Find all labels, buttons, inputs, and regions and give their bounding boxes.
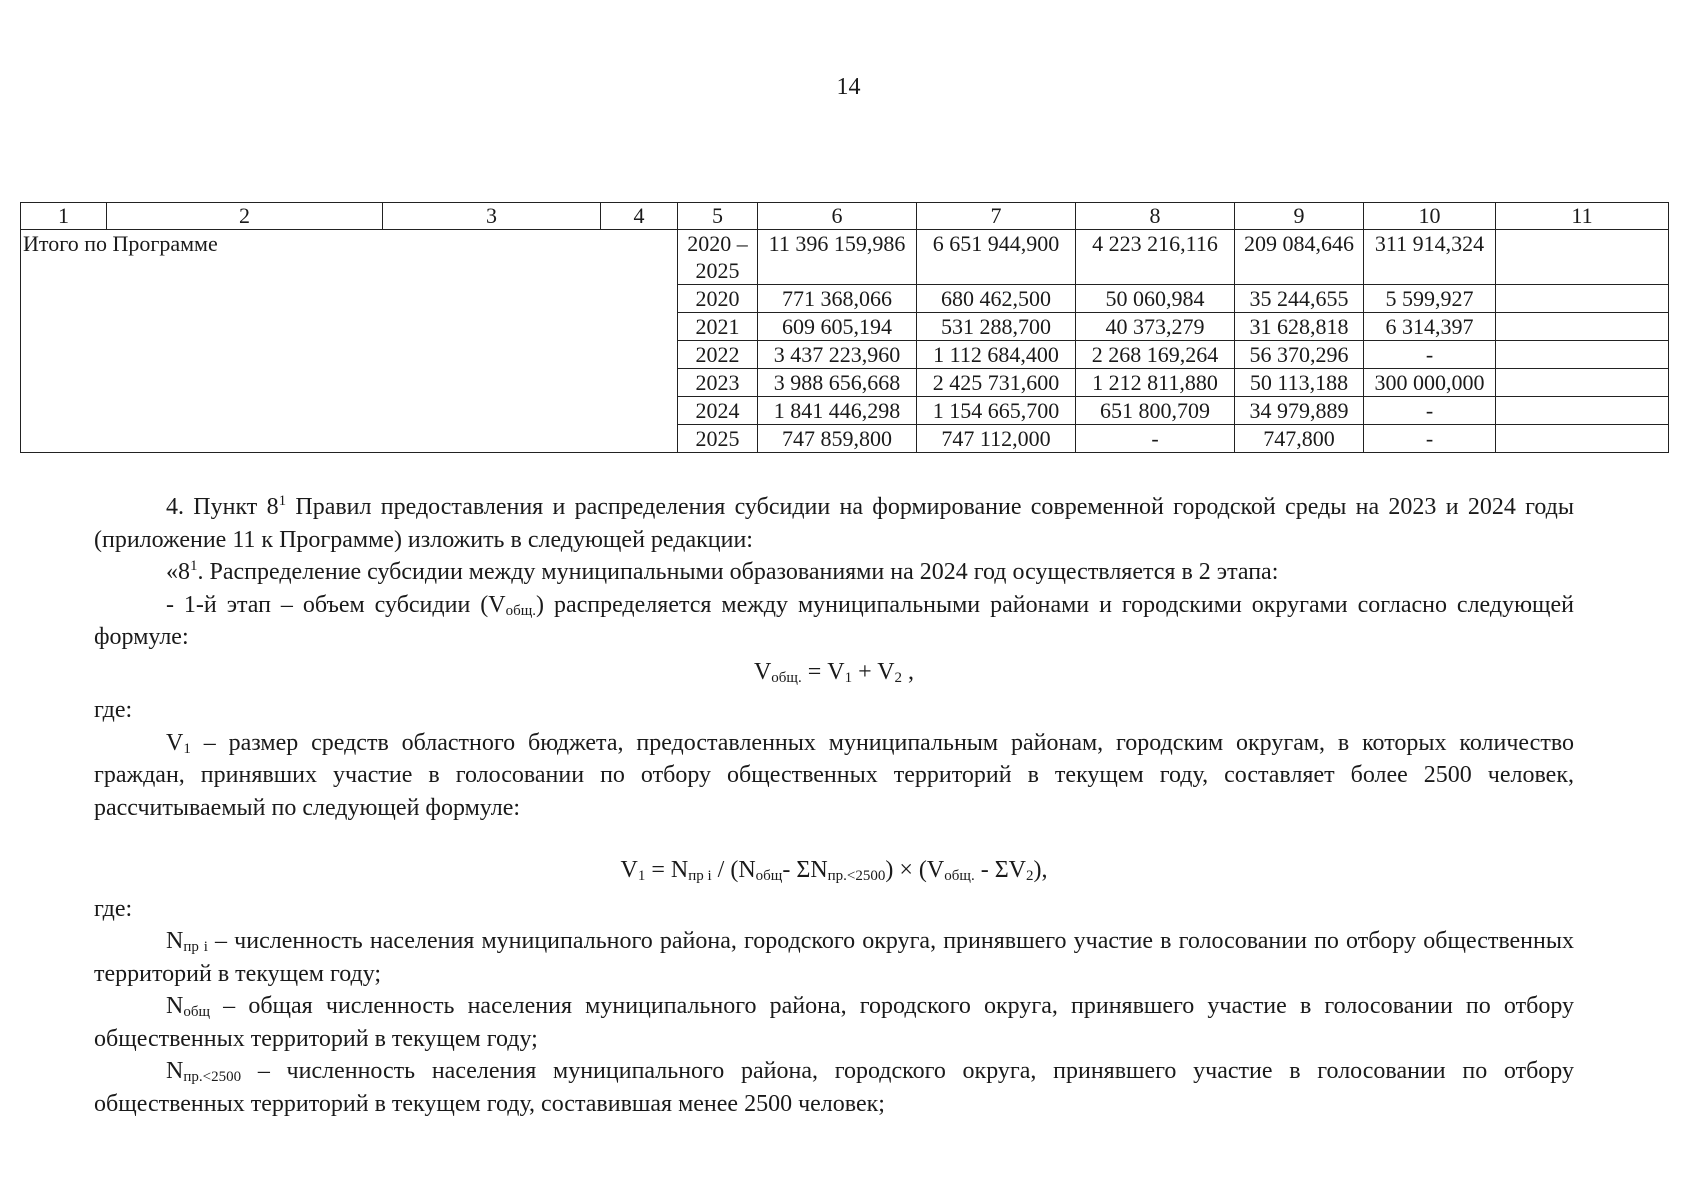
- value-cell: 651 800,709: [1076, 397, 1235, 425]
- value-cell: 747 859,800: [758, 425, 917, 453]
- value-cell: 609 605,194: [758, 313, 917, 341]
- value-cell: 35 244,655: [1235, 285, 1364, 313]
- value-cell: 747,800: [1235, 425, 1364, 453]
- value-cell: 31 628,818: [1235, 313, 1364, 341]
- value-cell: 531 288,700: [917, 313, 1076, 341]
- table-row: [21, 230, 1669, 285]
- value-cell: [1496, 369, 1669, 397]
- value-cell: 50 113,188: [1235, 369, 1364, 397]
- value-cell: 209 084,646: [1235, 230, 1364, 285]
- definition-nobsh: $N_{общ}$ – общая численность населения муниципального района, городского округа, принявшего участие в голосовании по отбору общественных территорий в текущем году;: [94, 993, 1574, 1052]
- value-cell: 3 988 656,668: [758, 369, 917, 397]
- value-cell: -: [1364, 425, 1496, 453]
- value-cell: 771 368,066: [758, 285, 917, 313]
- column-header: 9: [1235, 203, 1364, 230]
- value-cell: [1496, 313, 1669, 341]
- period-cell: 2022: [678, 341, 758, 369]
- period-cell: 2025: [678, 425, 758, 453]
- column-header: 3: [383, 203, 601, 230]
- value-cell: 1 212 811,880: [1076, 369, 1235, 397]
- period-cell: 2023: [678, 369, 758, 397]
- column-header: 7: [917, 203, 1076, 230]
- definition-npr-2500: $N_{пр.<2500}$ – численность населения муниципального района, городского округа, принявшего участие в голосовании по отбору общественных территорий в текущем году, составившая менее 2500 человек;: [94, 1058, 1574, 1117]
- value-cell: 1 112 684,400: [917, 341, 1076, 369]
- value-cell: [1496, 397, 1669, 425]
- period-cell: 2024: [678, 397, 758, 425]
- value-cell: 300 000,000: [1364, 369, 1496, 397]
- period-cell: 2020 – 2025: [678, 230, 758, 285]
- page-number: 14: [836, 74, 861, 100]
- value-cell: [1496, 230, 1669, 285]
- value-cell: -: [1364, 341, 1496, 369]
- value-cell: 6 651 944,900: [917, 230, 1076, 285]
- value-cell: [1496, 285, 1669, 313]
- value-cell: 311 914,324: [1364, 230, 1496, 285]
- value-cell: 1 154 665,700: [917, 397, 1076, 425]
- value-cell: 6 314,397: [1364, 313, 1496, 341]
- value-cell: 2 268 169,264: [1076, 341, 1235, 369]
- value-cell: 11 396 159,986: [758, 230, 917, 285]
- value-cell: [1496, 341, 1669, 369]
- where-label: где:: [94, 697, 133, 723]
- paragraph-v1-definition: $V_1$ – размер средств областного бюджета, предоставленных муниципальным районам, городским округам, в которых количество граждан, принявших участие в голосовании по отбору общественных территорий в текущем году, составляет более 2500 человек, рассчитываемый по следующей формуле:: [94, 729, 1574, 821]
- period-cell: 2021: [678, 313, 758, 341]
- column-header: 6: [758, 203, 917, 230]
- value-cell: 50 060,984: [1076, 285, 1235, 313]
- paragraph-stage-1: - 1-й этап – объем субсидии $(V_{общ.})$ распределяется между муниципальными районами и городскими округами согласно следующей формуле:: [94, 591, 1574, 650]
- value-cell: 1 841 446,298: [758, 397, 917, 425]
- value-cell: [1496, 425, 1669, 453]
- column-header: 1: [21, 203, 107, 230]
- value-cell: 4 223 216,116: [1076, 230, 1235, 285]
- period-cell: 2020: [678, 285, 758, 313]
- formula-v-total: $V_{общ.} = V_1 + V_2$ ,: [753, 658, 915, 686]
- value-cell: -: [1364, 397, 1496, 425]
- column-header: 2: [107, 203, 383, 230]
- column-header: 10: [1364, 203, 1496, 230]
- document-body: [94, 491, 1574, 1120]
- definition-npr-i: $N_{пр i}$ – численность населения муниципального района, городского округа, принявшего участие в голосовании по отбору общественных территорий в текущем году;: [94, 928, 1574, 987]
- column-header: 11: [1496, 203, 1669, 230]
- column-header: 5: [678, 203, 758, 230]
- formula-v1: $V_1 = N_{пр i} / (N_{общ}-$ $\Sigma N_{пр.<2500}) \times (V_{общ.} - \Sigma V_2)$,: [620, 857, 1048, 884]
- paragraph-amendment: 4. Пункт $8^1$ Правил предоставления и распределения субсидии на формирование современной городской среды на 2023 и 2024 годы (приложение 11 к Программе) изложить в следующей редакции:: [94, 493, 1574, 553]
- column-header: 8: [1076, 203, 1235, 230]
- value-cell: 680 462,500: [917, 285, 1076, 313]
- value-cell: 56 370,296: [1235, 341, 1364, 369]
- table-header-row: [21, 203, 1669, 230]
- where-label: где:: [94, 895, 133, 922]
- value-cell: 747 112,000: [917, 425, 1076, 453]
- value-cell: -: [1076, 425, 1235, 453]
- value-cell: 3 437 223,960: [758, 341, 917, 369]
- row-label: Итого по Программе: [21, 230, 678, 453]
- paragraph-clause-8-1: «$8^1$. Распределение субсидии между муниципальными образованиями на 2024 год осуществляется в 2 этапа:: [166, 558, 1279, 585]
- value-cell: 2 425 731,600: [917, 369, 1076, 397]
- budget-table: [20, 202, 1669, 453]
- value-cell: 40 373,279: [1076, 313, 1235, 341]
- value-cell: 5 599,927: [1364, 285, 1496, 313]
- value-cell: 34 979,889: [1235, 397, 1364, 425]
- column-header: 4: [601, 203, 678, 230]
